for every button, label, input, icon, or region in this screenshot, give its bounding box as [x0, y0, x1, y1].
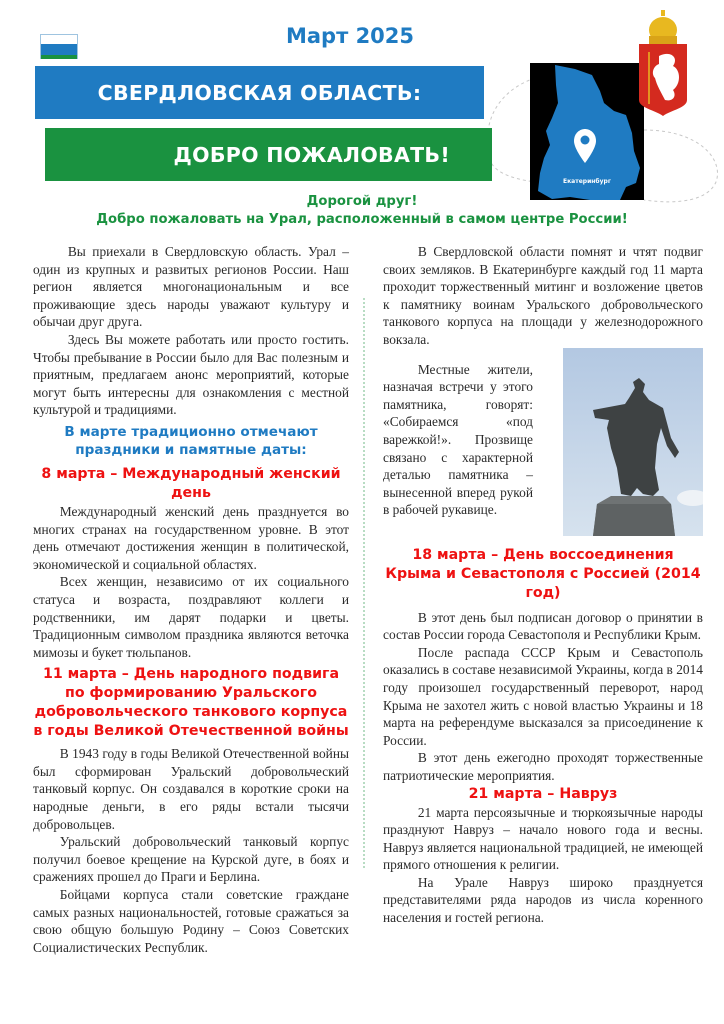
march18-paragraph: После распада СССР Крым и Севастополь оказались в составе независимой Украины, когда в 2014 году произошел государственный переворот, народ Крыма не захотел жить с новой властью Украины и 18 марта на референдуме высказался за присоединение к России. [383, 644, 703, 748]
march18-paragraph: В этот день был подписан договор о принятии в состав России города Севастополя и Республики Крым. [383, 609, 703, 643]
monument-paragraph: Местные жители, назначая встречи у этого памятника, говорят: «Собираемся «под варежкой!». Прозвище связано с характерной деталью памятника – вынесенной вперед рукой в рабочей рукавице. [383, 361, 533, 518]
greeting-line-1: Дорогой друг! [306, 194, 418, 209]
march11-paragraph: Бойцами корпуса стали советские граждане самых разных национальностей, готовые сражаться за свою общую большую Родину – Союз Советских Социалистических Республик. [33, 887, 349, 955]
march8-heading: 8 марта – Международный женский день [41, 465, 341, 501]
march11-continued-paragraph: В Свердловской области помнят и чтят подвиг своих земляков. В Екатеринбурге каждый год 11 марта проходит торжественный митинг и возложение цветов к памятнику воинам Уральского добровольческого танкового корпуса на площади у железнодорожного вокзала. [383, 244, 703, 347]
region-map [530, 63, 644, 200]
march11-paragraph: Уральский добровольческий танковый корпус получил боевое крещение на Курской дуге, в боях и сражениях прошел до Праги и Берлина. [33, 834, 349, 885]
crown-icon [649, 10, 677, 44]
monument-photo [563, 348, 703, 536]
map-city-label: Екатеринбург [563, 178, 611, 185]
march21-paragraph: На Урале Навруз широко празднуется представителями ряда народов из числа коренного населения и гостей региона. [383, 874, 703, 926]
march18-paragraph: В этот день ежегодно проходят торжественные патриотические мероприятия. [383, 750, 703, 783]
march18-heading: 18 марта – День воссоединения Крыма и Севастополя с Россией (2014 год) [385, 546, 701, 601]
greeting-line-2: Добро пожаловать на Урал, расположенный в самом центре России! [96, 212, 628, 227]
column-divider [363, 298, 365, 868]
sverdlovsk-flag-icon [40, 34, 78, 59]
intro-paragraph: Здесь Вы можете работать или просто гостить. Чтобы пребывание в России было для Вас полезным и приятным, предлагаем анонс мероприятий, которые могут быть интересны для ознакомления с местной культурой и традициями. [33, 331, 349, 418]
march21-paragraph: 21 марта персоязычные и тюркоязычные народы празднуют Навруз – начало нового года и весны. Навруз является национальной традицией, не имеющей прямого отношения к религии. [383, 804, 703, 873]
welcome-banner: ДОБРО ПОЖАЛОВАТЬ! [45, 128, 492, 181]
march11-heading: 11 марта – День народного подвига по формированию Уральского добровольческого танкового корпуса в годы Великой Отечественной войны [33, 666, 349, 740]
section-heading: В марте традиционно отмечают праздники и памятные даты: [64, 423, 318, 458]
right-column [383, 243, 703, 927]
issue-month: Март 2025 [285, 24, 415, 48]
march8-paragraph: Всех женщин, независимо от их социального статуса и возраста, поздравляют коллеги и родственники, им дарят подарки и цветы. Традиционным символом праздника являются веточка мимозы и букет тюльпанов. [33, 574, 349, 660]
march21-heading: 21 марта – Навруз [468, 785, 618, 802]
region-banner: СВЕРДЛОВСКАЯ ОБЛАСТЬ: [35, 66, 484, 119]
march8-paragraph: Международный женский день празднуется во многих странах на государственном уровне. В этот день отмечают достижения женщин в политической, экономической и социальной областях. [33, 503, 349, 572]
intro-paragraph: Вы приехали в Свердловскую область. Урал – один из крупных и развитых регионов России. Наш регион является многонациональным и все проживающие здесь народы уважают культуру и обычаи друг друга. [33, 244, 349, 330]
march11-paragraph: В 1943 году в годы Великой Отечественной войны был сформирован Уральский добровольческий танковый корпус. Он создавался в короткие сроки на народные деньги, в его ряды встали тысячи добровольцев. [33, 746, 349, 832]
coat-of-arms-icon [637, 8, 689, 116]
left-column [33, 243, 349, 956]
